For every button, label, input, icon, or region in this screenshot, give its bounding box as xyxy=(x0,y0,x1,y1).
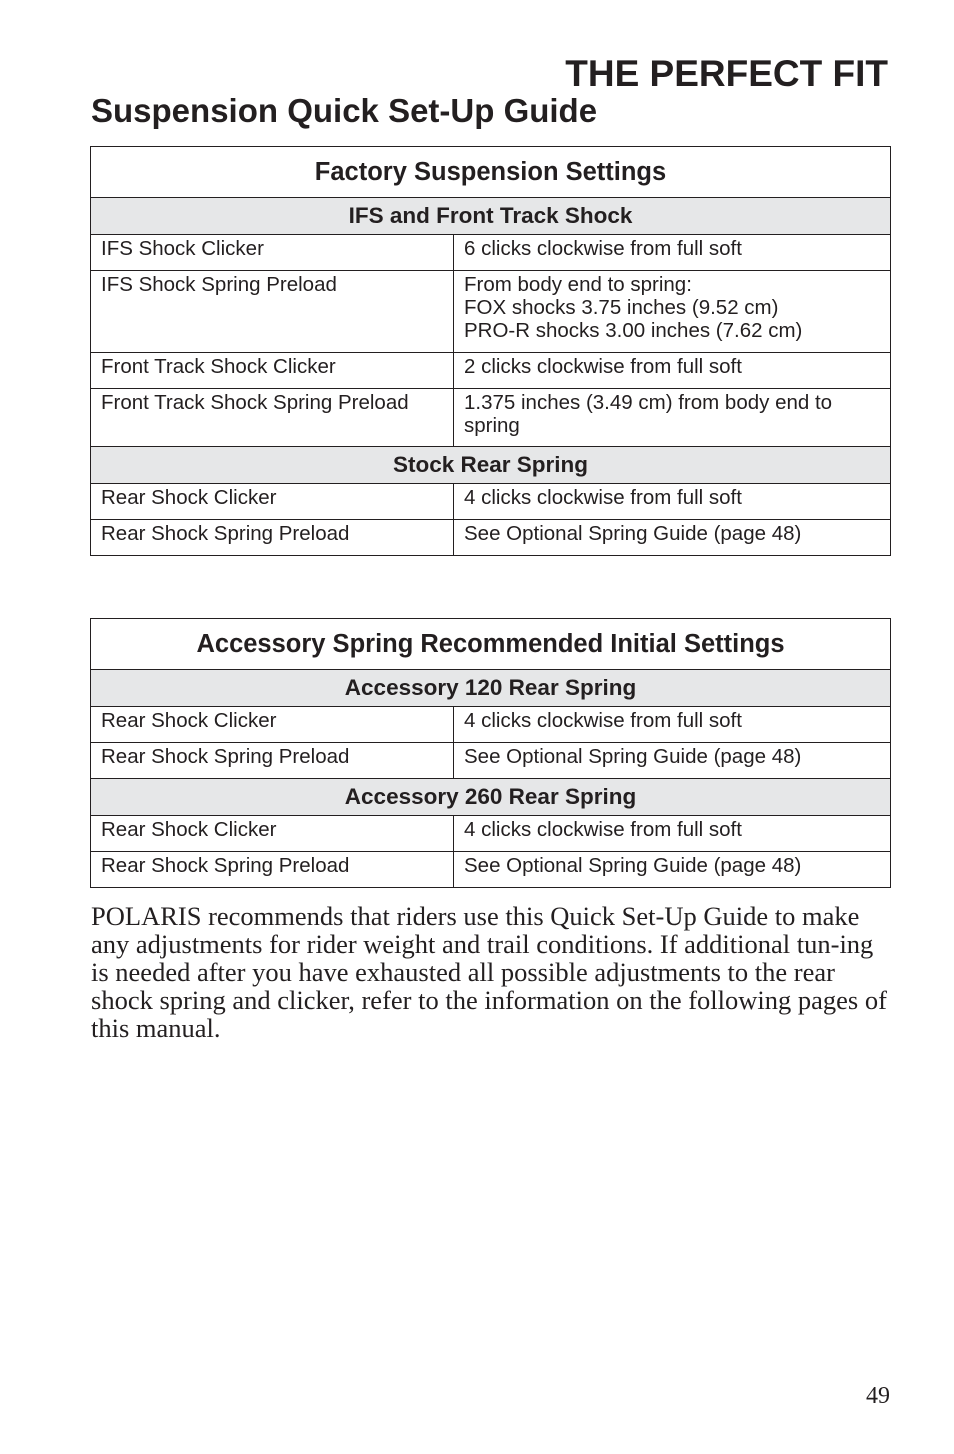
setting-name: Rear Shock Spring Preload xyxy=(91,520,454,556)
setting-name: IFS Shock Clicker xyxy=(91,235,454,271)
setting-value-line: 4 clicks clockwise from full soft xyxy=(464,486,742,509)
setting-value xyxy=(454,743,891,779)
setting-value-line: 4 clicks clockwise from full soft xyxy=(464,709,742,732)
table-title: Factory Suspension Settings xyxy=(91,147,891,198)
table-row xyxy=(91,743,891,779)
setting-name: Front Track Shock Spring Preload xyxy=(91,389,454,447)
table-row xyxy=(91,353,891,389)
page-title: Suspension Quick Set-Up Guide xyxy=(91,92,598,129)
setting-name: Rear Shock Spring Preload xyxy=(91,852,454,888)
table-row xyxy=(91,389,891,447)
setting-value xyxy=(454,816,891,852)
setting-value-line: 6 clicks clockwise from full soft xyxy=(464,237,742,260)
section-header: THE PERFECT FIT xyxy=(565,53,888,94)
setting-value-line: See Optional Spring Guide (page 48) xyxy=(464,745,802,768)
setting-name: Rear Shock Clicker xyxy=(91,484,454,520)
table-row xyxy=(91,520,891,556)
table-row xyxy=(91,484,891,520)
setting-value-line: 4 clicks clockwise from full soft xyxy=(464,818,742,841)
setting-value xyxy=(454,235,891,271)
setting-value-line: See Optional Spring Guide (page 48) xyxy=(464,522,802,545)
table-group-heading: Stock Rear Spring xyxy=(91,447,891,484)
table-row xyxy=(91,235,891,271)
setting-value xyxy=(454,389,891,447)
table-row xyxy=(91,271,891,353)
table-row xyxy=(91,707,891,743)
table-group-heading: Accessory 120 Rear Spring xyxy=(91,670,891,707)
setting-value-line: 1.375 inches (3.49 cm) from body end to xyxy=(464,391,833,414)
table-row xyxy=(91,852,891,888)
setting-value xyxy=(454,271,891,353)
setting-value-line: See Optional Spring Guide (page 48) xyxy=(464,854,802,877)
setting-value xyxy=(454,484,891,520)
setting-name: Rear Shock Spring Preload xyxy=(91,743,454,779)
setting-name: Rear Shock Clicker xyxy=(91,707,454,743)
body-paragraph: POLARIS recommends that riders use this Quick Set-Up Guide to make any adjustments for rider weight and trail conditions. If additional tun-ing is needed after you have exhausted all possible adjustments to the rear shock spring and clicker, refer to the information on the following pages of this manual. xyxy=(91,901,887,1043)
setting-name: IFS Shock Spring Preload xyxy=(91,271,454,353)
page-number: 49 xyxy=(866,1383,890,1409)
setting-value-line: PRO-R shocks 3.00 inches (7.62 cm) xyxy=(464,319,803,342)
setting-value-line: spring xyxy=(464,414,520,437)
setting-value xyxy=(454,520,891,556)
table-row xyxy=(91,816,891,852)
table-group-heading: Accessory 260 Rear Spring xyxy=(91,779,891,816)
table-group-heading: IFS and Front Track Shock xyxy=(91,198,891,235)
setting-value xyxy=(454,353,891,389)
setting-value-line: 2 clicks clockwise from full soft xyxy=(464,355,742,378)
factory-suspension-settings-table xyxy=(90,146,891,556)
setting-name: Rear Shock Clicker xyxy=(91,816,454,852)
setting-value-line: From body end to spring: xyxy=(464,273,692,296)
setting-value-line: FOX shocks 3.75 inches (9.52 cm) xyxy=(464,296,779,319)
setting-name: Front Track Shock Clicker xyxy=(91,353,454,389)
setting-value xyxy=(454,707,891,743)
setting-value xyxy=(454,852,891,888)
table-title: Accessory Spring Recommended Initial Settings xyxy=(91,619,891,670)
accessory-spring-settings-table xyxy=(90,618,891,888)
